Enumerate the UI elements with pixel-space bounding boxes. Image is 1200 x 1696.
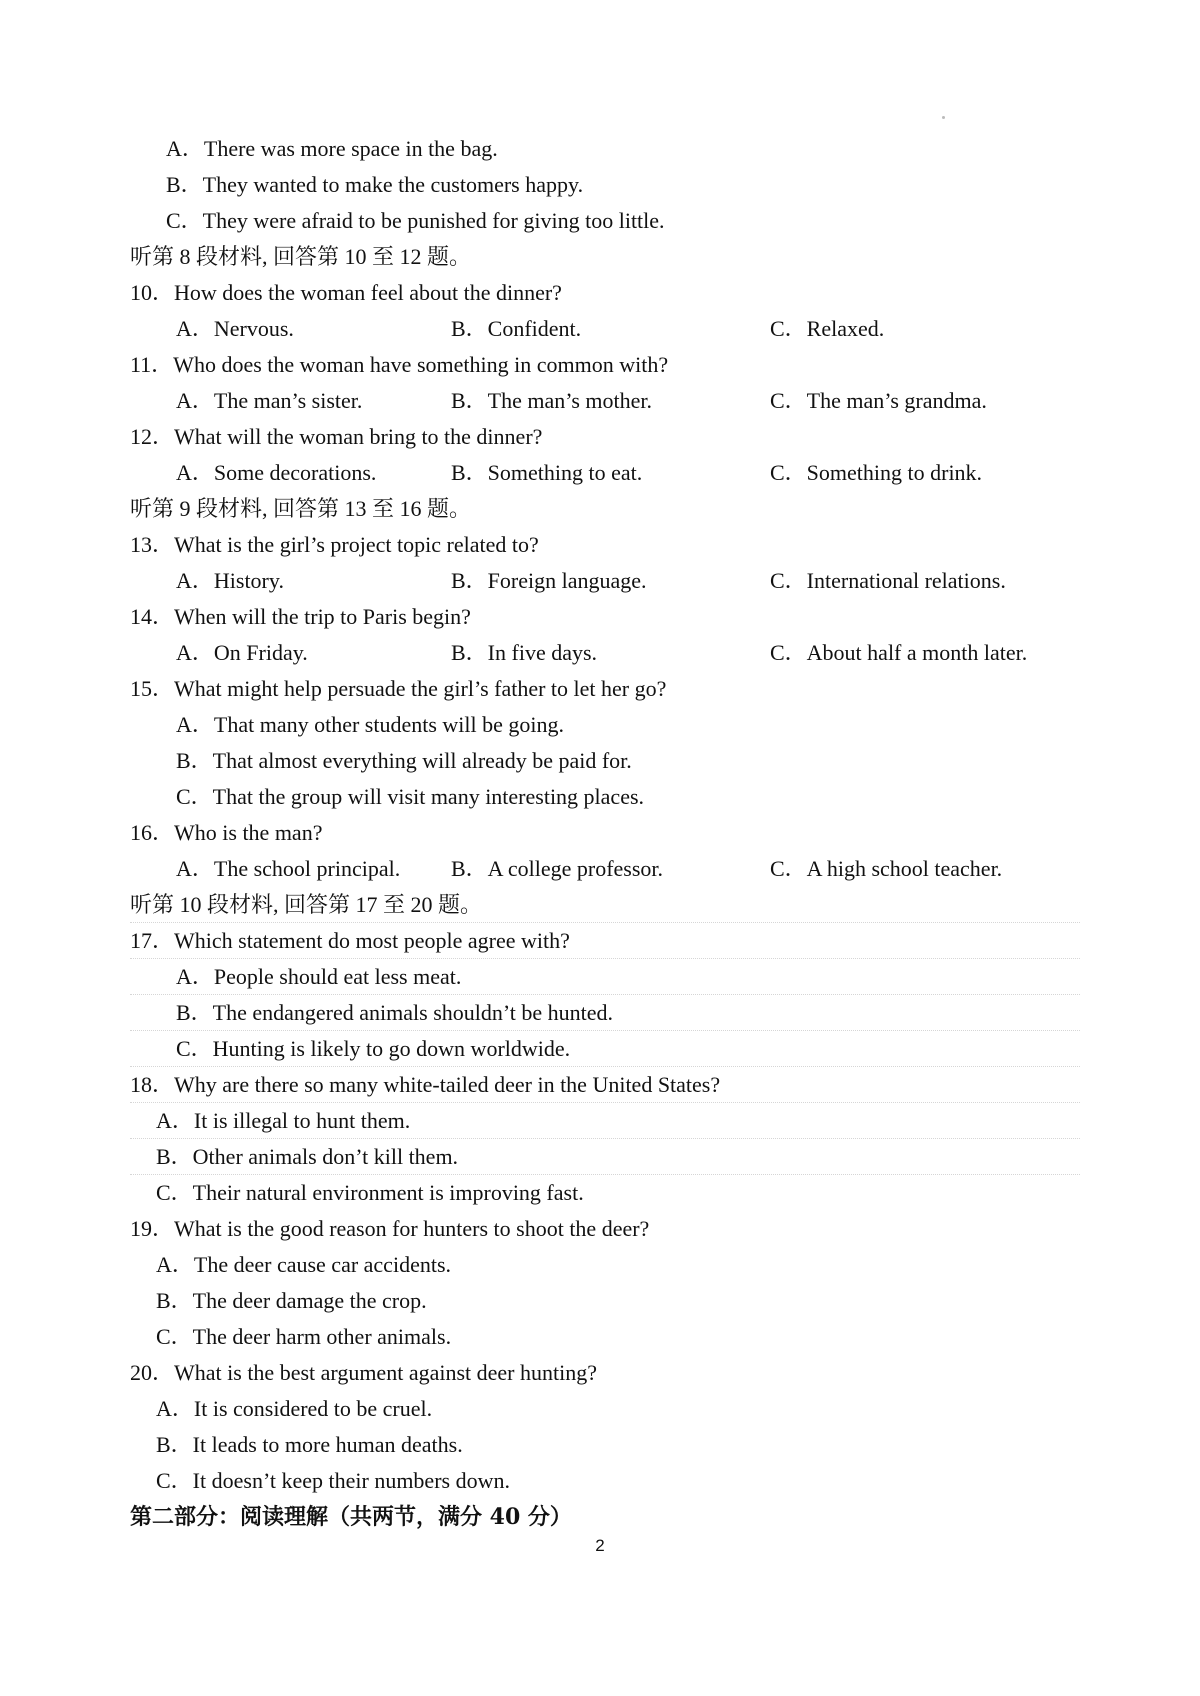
- q13-option-b: B．Foreign language.: [451, 568, 647, 593]
- q10-question: 10．How does the woman feel about the dinner?: [130, 280, 562, 305]
- q10-option-b: B．Confident.: [451, 316, 582, 341]
- part-2-heading: 第二部分：阅读理解（共两节，满分 40 分）: [130, 1504, 572, 1530]
- q11-option-b: B．The man’s mother.: [451, 388, 653, 413]
- q11-option-a: A．The man’s sister.: [176, 388, 363, 413]
- q19-option-c: C．The deer harm other animals.: [156, 1324, 452, 1349]
- q15-option-c: C．That the group will visit many interesting places.: [176, 784, 645, 809]
- q12-option-a: A．Some decorations.: [176, 460, 377, 485]
- q18-option-c: C．Their natural environment is improving fast.: [156, 1180, 584, 1205]
- q18-option-b: B．Other animals don’t kill them.: [156, 1144, 459, 1169]
- q17-option-c: C．Hunting is likely to go down worldwide.: [176, 1036, 571, 1061]
- q10-option-c: C．Relaxed.: [770, 316, 885, 341]
- q16-option-c: C．A high school teacher.: [770, 856, 1003, 881]
- q14-option-c: C．About half a month later.: [770, 640, 1028, 665]
- q20-option-b: B．It leads to more human deaths.: [156, 1432, 463, 1457]
- q13-question: 13．What is the girl’s project topic related to?: [130, 532, 539, 557]
- q14-option-b: B．In five days.: [451, 640, 598, 665]
- q18-option-a: A．It is illegal to hunt them.: [156, 1108, 411, 1133]
- q20-option-c: C．It doesn’t keep their numbers down.: [156, 1468, 510, 1493]
- section-10-instruction: 听第 10 段材料, 回答第 17 至 20 题。: [130, 892, 483, 917]
- q9-option-a: A．There was more space in the bag.: [166, 136, 498, 161]
- q12-option-b: B．Something to eat.: [451, 460, 643, 485]
- q16-question: 16．Who is the man?: [130, 820, 323, 845]
- q17-question: 17．Which statement do most people agree with?: [130, 928, 570, 953]
- q14-question: 14．When will the trip to Paris begin?: [130, 604, 471, 629]
- dotted-guide-line: [130, 1138, 1080, 1139]
- dotted-guide-line: [130, 1030, 1080, 1031]
- q15-question: 15．What might help persuade the girl’s father to let her go?: [130, 676, 667, 701]
- q20-option-a: A．It is considered to be cruel.: [156, 1396, 433, 1421]
- q11-question: 11．Who does the woman have something in common with?: [130, 352, 669, 377]
- q15-option-a: A．That many other students will be going.: [176, 712, 564, 737]
- dotted-guide-line: [130, 994, 1080, 995]
- page-number: 2: [595, 1536, 605, 1555]
- q12-question: 12．What will the woman bring to the dinner?: [130, 424, 543, 449]
- dotted-guide-line: [130, 1066, 1080, 1067]
- dotted-guide-line: [130, 922, 1080, 923]
- q13-option-a: A．History.: [176, 568, 284, 593]
- q10-option-a: A．Nervous.: [176, 316, 294, 341]
- q20-question: 20．What is the best argument against deer hunting?: [130, 1360, 597, 1385]
- q11-option-c: C．The man’s grandma.: [770, 388, 987, 413]
- q16-option-b: B．A college professor.: [451, 856, 664, 881]
- section-8-instruction: 听第 8 段材料, 回答第 10 至 12 题。: [130, 244, 472, 269]
- q15-option-b: B．That almost everything will already be paid for.: [176, 748, 632, 773]
- dotted-guide-line: [130, 958, 1080, 959]
- q17-option-a: A．People should eat less meat.: [176, 964, 462, 989]
- q16-option-a: A．The school principal.: [176, 856, 401, 881]
- q12-option-c: C．Something to drink.: [770, 460, 983, 485]
- q19-question: 19．What is the good reason for hunters to shoot the deer?: [130, 1216, 650, 1241]
- q9-option-b: B．They wanted to make the customers happy.: [166, 172, 584, 197]
- q18-question: 18．Why are there so many white-tailed deer in the United States?: [130, 1072, 721, 1097]
- q14-option-a: A．On Friday.: [176, 640, 308, 665]
- q9-option-c: C．They were afraid to be punished for giving too little.: [166, 208, 665, 233]
- q19-option-a: A．The deer cause car accidents.: [156, 1252, 452, 1277]
- q17-option-b: B．The endangered animals shouldn’t be hunted.: [176, 1000, 614, 1025]
- section-9-instruction: 听第 9 段材料, 回答第 13 至 16 题。: [130, 496, 472, 521]
- dotted-guide-line: [130, 1174, 1080, 1175]
- dotted-guide-line: [130, 1102, 1080, 1103]
- q19-option-b: B．The deer damage the crop.: [156, 1288, 427, 1313]
- q13-option-c: C．International relations.: [770, 568, 1006, 593]
- scan-speck: [942, 116, 945, 119]
